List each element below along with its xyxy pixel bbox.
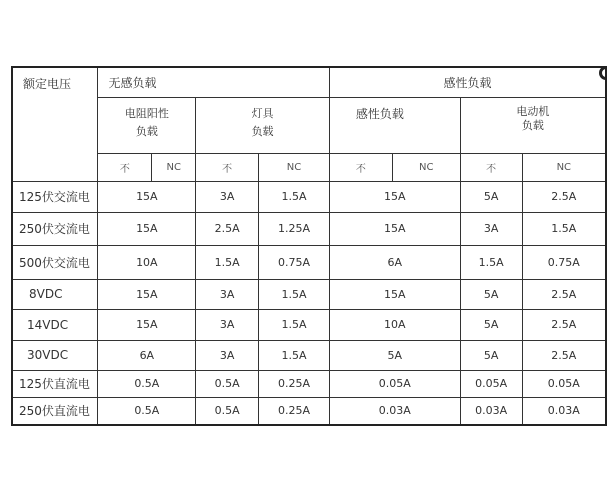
table-row bbox=[12, 279, 606, 309]
resistive-value: 15A bbox=[98, 212, 196, 245]
resistive-value: 10A bbox=[98, 245, 196, 279]
motor-nc-value: 0.03A bbox=[522, 397, 606, 425]
lamp-no-value: 3A bbox=[196, 340, 259, 370]
lamp-no-value: 2.5A bbox=[196, 212, 259, 245]
motor-nc-value: 1.5A bbox=[522, 212, 606, 245]
inductive-load-header: 感性负载 bbox=[329, 67, 606, 97]
lamp-nc-value: 0.75A bbox=[259, 245, 330, 279]
lamp-load-line2: 负载 bbox=[251, 124, 274, 138]
inductive-value: 15A bbox=[329, 212, 460, 245]
inductive-no-header: 不 bbox=[329, 153, 392, 181]
inductive-value: 0.05A bbox=[329, 370, 460, 397]
lamp-no-header: 不 bbox=[196, 153, 259, 181]
motor-nc-value: 2.5A bbox=[522, 340, 606, 370]
lamp-nc-value: 0.25A bbox=[259, 370, 330, 397]
lamp-load-header bbox=[196, 97, 330, 153]
resistive-load-line2: 负载 bbox=[135, 124, 158, 138]
inductive-nc-header: NC bbox=[392, 153, 460, 181]
resistive-value: 15A bbox=[98, 309, 196, 340]
inductive-value: 0.03A bbox=[329, 397, 460, 425]
lamp-nc-value: 1.25A bbox=[259, 212, 330, 245]
motor-no-value: 5A bbox=[460, 340, 522, 370]
lamp-no-value: 3A bbox=[196, 181, 259, 212]
voltage-cell: 30VDC bbox=[12, 340, 98, 370]
lamp-no-value: 0.5A bbox=[196, 397, 259, 425]
lamp-no-value: 0.5A bbox=[196, 370, 259, 397]
edge-circle-icon bbox=[599, 66, 607, 80]
resistive-value: 0.5A bbox=[98, 397, 196, 425]
motor-nc-value: 2.5A bbox=[522, 181, 606, 212]
lamp-nc-value: 0.25A bbox=[259, 397, 330, 425]
motor-nc-value: 2.5A bbox=[522, 279, 606, 309]
voltage-cell: 14VDC bbox=[12, 309, 98, 340]
resistive-load-header bbox=[98, 97, 196, 153]
motor-nc-value: 2.5A bbox=[522, 309, 606, 340]
lamp-no-value: 3A bbox=[196, 279, 259, 309]
motor-no-value: 0.05A bbox=[460, 370, 522, 397]
motor-no-value: 5A bbox=[460, 279, 522, 309]
table-row bbox=[12, 370, 606, 397]
motor-nc-header: NC bbox=[522, 153, 606, 181]
resistive-value: 15A bbox=[98, 181, 196, 212]
voltage-cell: 125伏直流电 bbox=[12, 370, 98, 397]
lamp-nc-value: 1.5A bbox=[259, 309, 330, 340]
resistive-load-line1: 电阻阳性 bbox=[124, 106, 169, 120]
table-row bbox=[12, 245, 606, 279]
resistive-nc-header: NC bbox=[152, 153, 196, 181]
motor-no-value: 5A bbox=[460, 309, 522, 340]
motor-load-header bbox=[460, 97, 606, 153]
lamp-nc-header: NC bbox=[259, 153, 330, 181]
inductive-value: 6A bbox=[329, 245, 460, 279]
motor-no-header: 不 bbox=[460, 153, 522, 181]
inductive-value: 10A bbox=[329, 309, 460, 340]
lamp-no-value: 3A bbox=[196, 309, 259, 340]
resistive-value: 15A bbox=[98, 279, 196, 309]
resistive-value: 6A bbox=[98, 340, 196, 370]
motor-no-value: 1.5A bbox=[460, 245, 522, 279]
non-inductive-load-header: 无感负载 bbox=[98, 67, 329, 97]
voltage-cell: 250伏交流电 bbox=[12, 212, 98, 245]
voltage-cell: 500伏交流电 bbox=[12, 245, 98, 279]
inductive-sub-header: 感性负载 bbox=[329, 97, 460, 153]
table-row bbox=[12, 397, 606, 425]
resistive-value: 0.5A bbox=[98, 370, 196, 397]
inductive-value: 15A bbox=[329, 279, 460, 309]
inductive-value: 5A bbox=[329, 340, 460, 370]
voltage-cell: 250伏直流电 bbox=[12, 397, 98, 425]
motor-load-line2: 负载 bbox=[521, 118, 544, 132]
relay-rating-table bbox=[11, 66, 607, 426]
motor-nc-value: 0.75A bbox=[522, 245, 606, 279]
table-row bbox=[12, 212, 606, 245]
resistive-no-header: 不 bbox=[98, 153, 152, 181]
motor-no-value: 3A bbox=[460, 212, 522, 245]
inductive-value: 15A bbox=[329, 181, 460, 212]
motor-nc-value: 0.05A bbox=[522, 370, 606, 397]
table-row bbox=[12, 340, 606, 370]
table-row bbox=[12, 181, 606, 212]
lamp-load-line1: 灯具 bbox=[251, 106, 274, 120]
rated-voltage-header: 额定电压 bbox=[12, 67, 98, 181]
lamp-nc-value: 1.5A bbox=[259, 279, 330, 309]
lamp-no-value: 1.5A bbox=[196, 245, 259, 279]
voltage-cell: 8VDC bbox=[12, 279, 98, 309]
lamp-nc-value: 1.5A bbox=[259, 340, 330, 370]
lamp-nc-value: 1.5A bbox=[259, 181, 330, 212]
motor-no-value: 0.03A bbox=[460, 397, 522, 425]
motor-no-value: 5A bbox=[460, 181, 522, 212]
table-row bbox=[12, 309, 606, 340]
motor-load-line1: 电动机 bbox=[516, 104, 550, 118]
voltage-cell: 125伏交流电 bbox=[12, 181, 98, 212]
